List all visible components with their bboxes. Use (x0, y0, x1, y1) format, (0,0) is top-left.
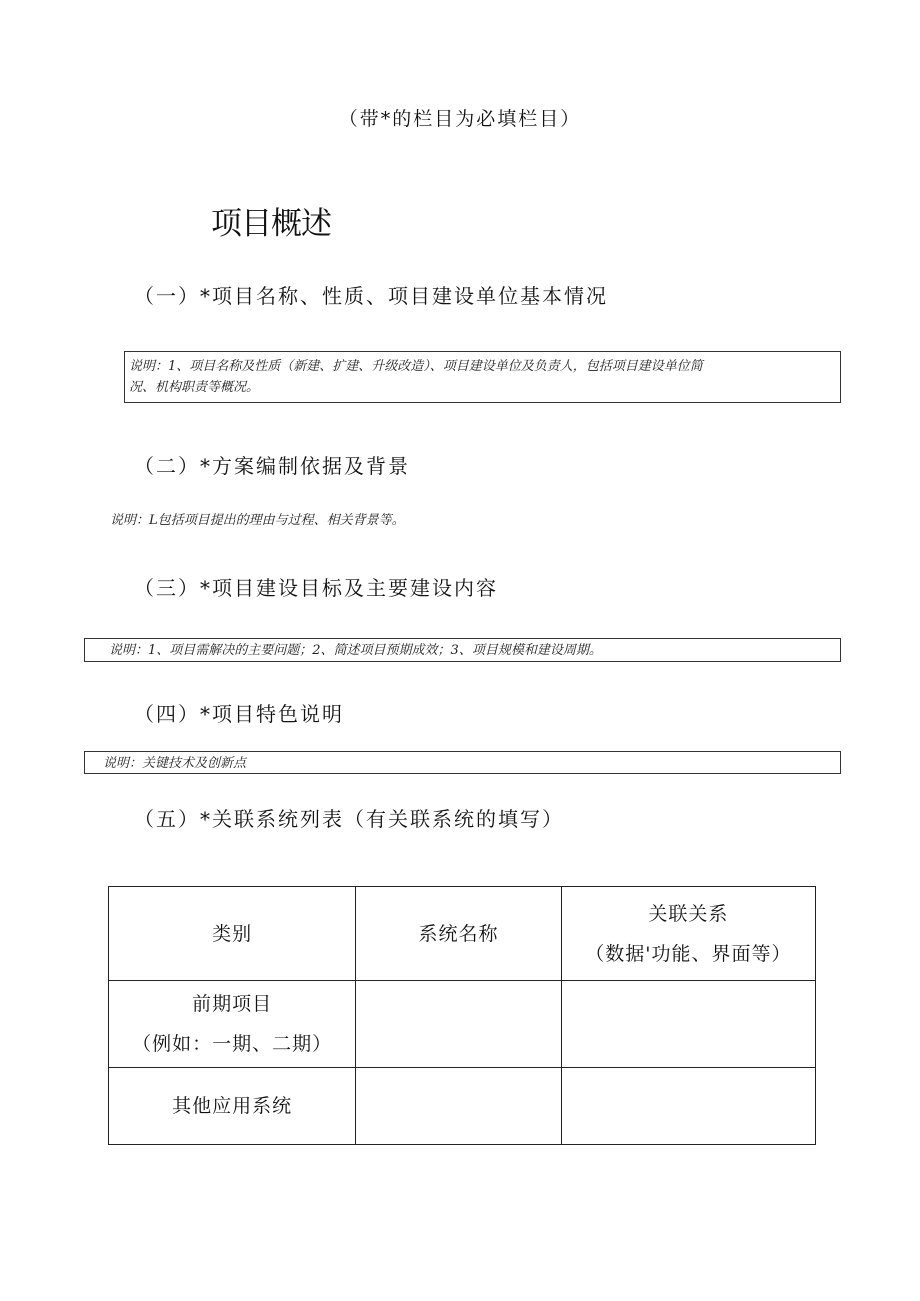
header-system-name: 系统名称 (356, 887, 561, 981)
row-1-category-line-1: 前期项目 (192, 993, 273, 1015)
section-2-description: 说明：L包括项目提出的理由与过程、相关背景等。 (110, 513, 405, 528)
row-1-system-name-cell[interactable] (356, 981, 561, 1068)
section-4-description: 说明：关键技术及创新点 (103, 756, 247, 771)
page-title: 项目概述 (211, 206, 331, 242)
header-relation (561, 887, 815, 981)
section-1-heading: （一）*项目名称、性质、项目建设单位基本情况 (134, 284, 608, 308)
header-category: 类别 (109, 887, 356, 981)
section-2-heading: （二）*方案编制依据及背景 (134, 454, 410, 478)
section-5-heading: （五）*关联系统列表（有关联系统的填写） (134, 807, 564, 831)
related-systems-table (108, 886, 816, 1145)
row-1-relation-cell[interactable] (561, 981, 815, 1068)
section-3-description-box (84, 638, 841, 662)
row-1-category-line-2: （例如：一期、二期） (132, 1033, 333, 1055)
table-header-row (109, 887, 816, 981)
section-3-description: 说明：1、项目需解决的主要问题；2、简述项目预期成效；3、项目规模和建设周期。 (109, 643, 602, 658)
table-row (109, 981, 816, 1068)
section-3-heading: （三）*项目建设目标及主要建设内容 (134, 576, 498, 600)
row-2-system-name-cell[interactable] (356, 1068, 561, 1145)
header-relation-line-1: 关联关系 (648, 902, 729, 925)
row-1-category (109, 981, 356, 1068)
section-1-description-line-2: 况、机构职责等概况。 (129, 380, 260, 395)
section-1-description-line-1: 说明：1、项目名称及性质（新建、扩建、升级改造）、项目建设单位及负责人，包括项目建设单位简 (129, 359, 703, 374)
section-4-heading: （四）*项目特色说明 (134, 702, 344, 726)
required-fields-note: （带*的栏目为必填栏目） (338, 108, 582, 130)
section-1-description-box (124, 351, 841, 403)
section-4-description-box (84, 751, 841, 774)
header-relation-line-2: （数据'功能、界面等） (585, 942, 792, 965)
row-2-relation-cell[interactable] (561, 1068, 815, 1145)
row-2-category: 其他应用系统 (109, 1068, 356, 1145)
table-row (109, 1068, 816, 1145)
